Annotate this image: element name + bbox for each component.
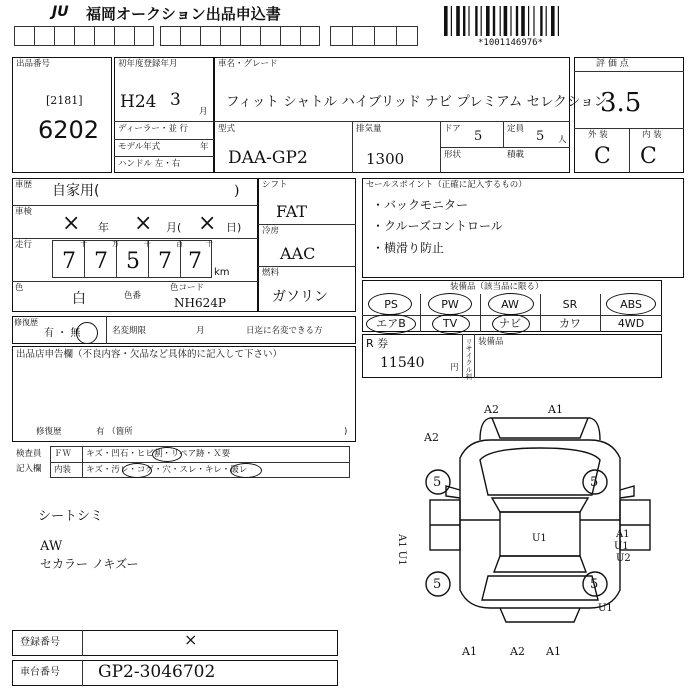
capacity-unit: 人 bbox=[558, 135, 567, 145]
inspection-year-unit: 年 bbox=[98, 221, 109, 234]
grade-label: 評 価 点 bbox=[596, 59, 629, 69]
door-label: ドア bbox=[444, 124, 461, 134]
circle-tv bbox=[432, 314, 470, 334]
exterior-grade: C bbox=[594, 144, 611, 169]
model-year-unit: 年 bbox=[200, 142, 209, 152]
name-change-text: 日迄に名変できる方 bbox=[246, 326, 323, 336]
mark-left-side: A1 U1 bbox=[396, 534, 407, 566]
inspector-row1-tag: ＦＷ bbox=[54, 449, 72, 459]
entry-sub-number: [2181] bbox=[46, 94, 83, 107]
history-label: 修復歴 bbox=[14, 318, 38, 327]
tire-rear-left: 5 bbox=[433, 577, 442, 592]
tire-front-left: 5 bbox=[433, 475, 442, 490]
shift-value: FAT bbox=[276, 202, 308, 221]
circle-dirt bbox=[122, 463, 152, 478]
vehicle-name: フィット シャトル ハイブリッド ナビ プレミアム セレクション bbox=[226, 94, 608, 110]
circle-airbag bbox=[366, 314, 416, 334]
capacity-value: 5 bbox=[536, 129, 545, 144]
mark-left-a: A2 bbox=[424, 431, 439, 444]
sales-point-1: ・クルーズコントロール bbox=[372, 219, 503, 233]
interior-grade: C bbox=[640, 144, 657, 169]
top-checkbox-grid-2 bbox=[160, 26, 320, 46]
mark-right-u2: U2 bbox=[616, 553, 631, 564]
notes-box bbox=[12, 346, 356, 442]
inspection-day: × bbox=[198, 211, 217, 236]
mark-bottom-mid: A2 bbox=[510, 645, 525, 658]
capacity-label: 定員 bbox=[507, 124, 525, 134]
color-no-label: 色番 bbox=[124, 291, 142, 301]
inspector-row2-tag: 内装 bbox=[54, 465, 72, 475]
equipment-tv: TV bbox=[442, 317, 458, 330]
mileage-unit: km bbox=[214, 267, 230, 278]
color-code-label: 色コード bbox=[170, 283, 205, 293]
mileage-digit-0: 7 bbox=[62, 249, 76, 274]
interior-label: 内 装 bbox=[642, 130, 662, 140]
recycle-label: リサイクル料 bbox=[465, 338, 473, 380]
circle-wear bbox=[230, 463, 262, 478]
handle-label: ハンドル 左・右 bbox=[118, 159, 181, 169]
sales-point-0: ・バックモニター bbox=[372, 198, 469, 212]
digit-mark-2: 千 bbox=[144, 240, 151, 248]
repair-label: 修復歴 bbox=[36, 427, 62, 437]
reg-number-value: × bbox=[184, 630, 198, 649]
fuel-label: 燃料 bbox=[262, 268, 280, 278]
note-color: セカラー ノキズー bbox=[40, 557, 139, 571]
equipment-pw: PW bbox=[441, 298, 459, 311]
cooling-value: AAC bbox=[280, 244, 316, 263]
mileage-digit-4: 7 bbox=[188, 249, 202, 274]
mileage-label: 走行 bbox=[15, 240, 33, 250]
digit-mark-4: 十 bbox=[206, 240, 213, 248]
mark-right-a1: A1 bbox=[616, 529, 630, 540]
cooling-label: 冷房 bbox=[262, 226, 280, 236]
inspection-month: × bbox=[134, 211, 153, 236]
color-label: 色 bbox=[15, 283, 24, 293]
name-change-label: 名変期限 bbox=[112, 326, 147, 336]
displacement-value: 1300 bbox=[366, 150, 405, 168]
mark-top-right: A1 bbox=[548, 403, 563, 416]
r-ticket-label: R 券 bbox=[366, 337, 389, 350]
digit-mark-3: 百 bbox=[176, 240, 183, 248]
top-checkbox-grid bbox=[14, 26, 154, 46]
color-code-value: NH624P bbox=[174, 296, 226, 310]
equipment-airbag: エアB bbox=[376, 317, 406, 330]
shift-label: シフト bbox=[262, 180, 288, 190]
equipment-navi: ナビ bbox=[499, 317, 521, 330]
equipment-ps: PS bbox=[384, 298, 398, 311]
sales-point-2: ・横滑り防止 bbox=[372, 241, 445, 255]
inspector-section bbox=[12, 446, 352, 478]
inspector-row2-items: キズ・汚レ・コゲ・穴・スレ・キレ・破レ bbox=[86, 465, 248, 475]
mileage-digit-1: 7 bbox=[94, 249, 108, 274]
equipment-4wd: 4WD bbox=[617, 317, 645, 330]
sales-points-label: セールスポイント（正確に記入するもの） bbox=[366, 180, 527, 190]
first-reg-label: 初年度登録年月 bbox=[118, 59, 178, 69]
form-title: 福岡オークション出品申込書 bbox=[86, 5, 281, 23]
mark-bottom-right: A1 bbox=[546, 645, 561, 658]
displacement-label: 排気量 bbox=[356, 124, 382, 134]
logo: JU bbox=[52, 4, 69, 20]
notes-label: 出品店申告欄（不良内容・欠品など具体的に記入して下さい） bbox=[16, 349, 283, 360]
fuel-value: ガソリン bbox=[272, 289, 328, 305]
usage-type: 自家用( bbox=[52, 183, 100, 199]
inspector-label-1: 検査員 bbox=[16, 449, 42, 459]
inspection-year: × bbox=[62, 211, 81, 236]
mileage-digit-3: 7 bbox=[158, 249, 172, 274]
digit-mark-1: 万 bbox=[112, 240, 119, 248]
equipment-sr: SR bbox=[562, 298, 578, 311]
inspection-day-unit: 日) bbox=[226, 221, 242, 234]
model-value: DAA-GP2 bbox=[228, 148, 308, 168]
history-none-circle bbox=[76, 322, 98, 344]
load-label: 積載 bbox=[507, 150, 525, 160]
vehicle-name-label: 車名・グレード bbox=[218, 59, 278, 69]
barcode bbox=[444, 6, 584, 36]
shape-label: 形状 bbox=[444, 150, 462, 160]
inspection-label: 車検 bbox=[15, 207, 33, 217]
entry-number-box bbox=[12, 57, 112, 173]
barcode-text: *1001146976* bbox=[478, 38, 544, 48]
chassis-number-label: 車台番号 bbox=[20, 667, 60, 678]
circle-dent bbox=[152, 447, 182, 462]
circle-pw bbox=[428, 293, 472, 315]
reg-number-label: 登録番号 bbox=[20, 637, 60, 648]
repair-close: ) bbox=[344, 427, 348, 437]
door-value: 5 bbox=[474, 129, 483, 144]
first-reg-year: H24 bbox=[120, 92, 157, 112]
r-ticket-value: 11540 bbox=[380, 355, 425, 371]
equipment-leather: カワ bbox=[559, 317, 581, 330]
history-options: 有 ・ 無 bbox=[44, 328, 81, 339]
other-equip-label: 装備品 bbox=[478, 337, 504, 347]
circle-ps bbox=[368, 293, 412, 315]
name-change-unit: 月 bbox=[196, 326, 205, 336]
digit-mark-0: 十 bbox=[80, 240, 87, 248]
mark-right-u1: U1 bbox=[614, 541, 629, 552]
inspection-month-unit: 月( bbox=[166, 221, 182, 234]
r-ticket-unit: 円 bbox=[450, 363, 459, 373]
exterior-label: 外 装 bbox=[588, 130, 608, 140]
note-aw: AW bbox=[40, 539, 63, 554]
usage-type-label: 車歴 bbox=[15, 180, 33, 190]
grade-score: 3.5 bbox=[600, 88, 642, 118]
reg-number-box bbox=[12, 630, 338, 656]
inspector-row1-items: キズ・凹石・ヒビ割・リペア跡・Ｘ要 bbox=[86, 449, 231, 459]
circle-aw bbox=[488, 293, 534, 315]
repair-value: 有 （箇所 bbox=[96, 427, 133, 437]
usage-type-close: ) bbox=[234, 183, 240, 199]
top-checkbox-grid-3 bbox=[330, 26, 418, 46]
equipment-label: 装備品（該当品に限る） bbox=[450, 282, 544, 292]
tire-rear-right: 5 bbox=[590, 577, 599, 592]
circle-abs bbox=[606, 293, 656, 315]
dealer-label: ディーラー・並 行 bbox=[118, 124, 189, 134]
mark-bottom-left: A1 bbox=[462, 645, 477, 658]
inspector-label-2: 記入欄 bbox=[16, 464, 42, 474]
mark-top-left: A2 bbox=[484, 403, 499, 416]
mark-rear-right-u1: U1 bbox=[598, 603, 613, 614]
equipment-abs: ABS bbox=[620, 298, 642, 311]
tire-front-right: 5 bbox=[590, 475, 599, 490]
first-reg-month: 3 bbox=[170, 90, 181, 110]
chassis-number-value: GP2-3046702 bbox=[98, 662, 216, 682]
first-reg-month-unit: 月 bbox=[199, 107, 208, 117]
entry-number-label: 出品番号 bbox=[16, 59, 51, 69]
mark-center-u1: U1 bbox=[532, 533, 547, 544]
color-value: 白 bbox=[72, 291, 86, 307]
note-seat-stain: シートシミ bbox=[38, 509, 104, 524]
entry-number: 6202 bbox=[38, 116, 100, 144]
circle-navi bbox=[492, 314, 530, 334]
model-year-label: モデル年式 bbox=[118, 142, 161, 152]
mileage-digit-2: 5 bbox=[126, 249, 140, 274]
model-label: 型式 bbox=[218, 124, 236, 134]
car-diagram bbox=[410, 400, 670, 640]
equipment-aw: AW bbox=[501, 298, 519, 311]
